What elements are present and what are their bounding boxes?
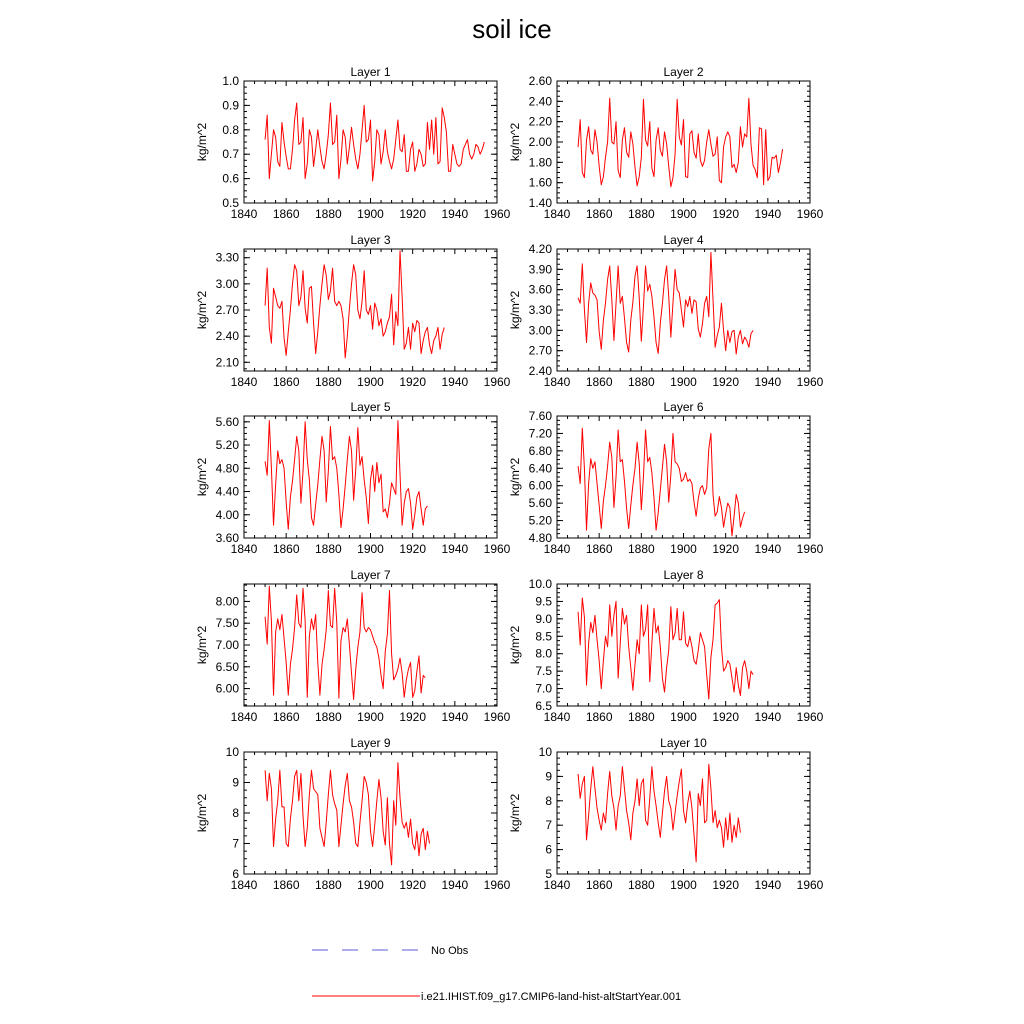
panel-7-ytick-label: 8.00: [215, 594, 239, 609]
panel-2-ytick-label: 1.40: [528, 196, 552, 210]
panel-7-xtick-label: 1960: [483, 710, 511, 724]
panel-1-frame: [244, 81, 497, 203]
panel-5-ytick-label: 4.80: [215, 461, 239, 476]
panel-6-xtick-label: 1880: [627, 542, 655, 556]
panel-7-frame: [244, 584, 497, 706]
panel-10-ytick-label: 7: [545, 818, 552, 833]
panel-10-ylabel: kg/m^2: [508, 793, 522, 833]
panel-8-series-line: [578, 598, 753, 699]
panel-2-ytick-label: 1.80: [528, 155, 552, 170]
panel-4-ytick-label: 2.70: [528, 343, 552, 358]
panel-5-ytick-label: 4.00: [215, 507, 239, 522]
panel-1-xtick-label: 1840: [230, 207, 258, 221]
panel-1-xtick-label: 1920: [399, 207, 427, 221]
panel-5-xtick-label: 1940: [441, 542, 469, 556]
panel-3-ytick-label: 2.40: [215, 329, 239, 344]
panel-3-xtick-label: 1960: [483, 375, 511, 389]
legend-obs-label: No Obs: [431, 945, 469, 957]
panel-5-xtick-label: 1840: [230, 542, 258, 556]
panel-8-xtick-label: 1940: [754, 710, 782, 724]
panel-7-xtick-label: 1840: [230, 710, 258, 724]
panel-3-title: Layer 3: [350, 233, 391, 247]
panel-2-ytick-label: 2.00: [528, 135, 552, 149]
panel-9-xtick-label: 1900: [357, 878, 384, 892]
panel-6-ytick-label: 6.00: [528, 478, 552, 493]
panel-5-xtick-label: 1900: [357, 542, 384, 556]
panel-3-xtick-label: 1920: [399, 375, 427, 389]
panel-5-title: Layer 5: [350, 400, 391, 414]
panel-9-xtick-label: 1860: [272, 878, 300, 892]
panel-6-xtick-label: 1840: [543, 542, 571, 556]
panel-2-frame: [557, 81, 810, 203]
panel-8-ytick-label: 8.0: [535, 646, 552, 661]
panel-10-ytick-label: 6: [545, 842, 552, 857]
panel-4-ytick-label: 2.40: [528, 364, 552, 378]
panel-2-xtick-label: 1940: [754, 207, 782, 221]
panel-5-xtick-label: 1960: [483, 542, 511, 556]
panel-2-xtick-label: 1920: [712, 207, 740, 221]
panel-10-title: Layer 10: [660, 736, 707, 750]
panel-8-ytick-label: 7.0: [535, 681, 552, 696]
panel-5-series-line: [265, 421, 427, 530]
panel-9-series-line: [265, 763, 429, 865]
panel-1-ytick-label: 0.7: [222, 147, 239, 162]
panel-10-xtick-label: 1960: [796, 878, 824, 892]
panel-9-xtick-label: 1920: [399, 878, 427, 892]
panel-1-xtick-label: 1900: [357, 207, 384, 221]
panel-6-series-line: [578, 428, 745, 536]
panel-8-xtick-label: 1860: [585, 710, 613, 724]
panel-10-xtick-label: 1920: [712, 878, 740, 892]
panel-4-ytick-label: 3.60: [528, 282, 552, 297]
panel-3-ylabel: kg/m^2: [195, 290, 209, 330]
panel-3-xtick-label: 1900: [357, 375, 384, 389]
panel-5-ylabel: kg/m^2: [195, 457, 209, 497]
panel-10-ytick-label: 10: [538, 745, 552, 759]
panel-1-xtick-label: 1960: [483, 207, 511, 221]
panel-3-ytick-label: 3.30: [215, 250, 239, 265]
panel-7-xtick-label: 1920: [399, 710, 427, 724]
panel-7-title: Layer 7: [350, 568, 391, 582]
panel-9-ytick-label: 7: [232, 836, 239, 851]
panel-1-ytick-label: 0.5: [222, 196, 239, 210]
panel-4-xtick-label: 1880: [627, 375, 655, 389]
panel-9-ylabel: kg/m^2: [195, 793, 209, 833]
panel-9-xtick-label: 1960: [483, 878, 511, 892]
panel-9-ytick-label: 6: [232, 867, 239, 881]
panel-10-ytick-label: 9: [545, 769, 552, 784]
panel-9-xtick-label: 1880: [314, 878, 342, 892]
panel-3-xtick-label: 1840: [230, 375, 258, 389]
panel-4-ytick-label: 4.20: [528, 242, 552, 256]
panel-6-xtick-label: 1900: [670, 542, 697, 556]
panel-3-series-line: [265, 251, 444, 358]
panel-2-ytick-label: 2.40: [528, 94, 552, 109]
panel-8-title: Layer 8: [663, 568, 704, 582]
panel-6-ytick-label: 7.60: [528, 409, 552, 423]
panel-4-xtick-label: 1920: [712, 375, 740, 389]
panel-1-ytick-label: 0.9: [222, 98, 239, 113]
panel-8-xtick-label: 1840: [543, 710, 571, 724]
panel-10-xtick-label: 1900: [670, 878, 697, 892]
panel-1-series-line: [265, 103, 484, 181]
panel-9-xtick-label: 1940: [441, 878, 469, 892]
panel-2-series-line: [578, 98, 783, 186]
panel-4-xtick-label: 1860: [585, 375, 613, 389]
panel-5-xtick-label: 1880: [314, 542, 342, 556]
panel-7-xtick-label: 1900: [357, 710, 384, 724]
panel-9-ytick-label: 10: [225, 745, 239, 759]
panel-1-xtick-label: 1940: [441, 207, 469, 221]
panel-9-ytick-label: 8: [232, 806, 239, 820]
panel-6-xtick-label: 1860: [585, 542, 613, 556]
panel-8-ylabel: kg/m^2: [508, 625, 522, 665]
legend-model-label: i.e21.IHIST.f09_g17.CMIP6-land-hist-altStartYear.001: [421, 991, 682, 1003]
panel-6-title: Layer 6: [663, 400, 704, 414]
panel-4-frame: [557, 249, 810, 371]
panel-10-xtick-label: 1840: [543, 878, 571, 892]
panel-8-ytick-label: 9.5: [535, 594, 552, 609]
panel-4-xtick-label: 1900: [670, 375, 697, 389]
panel-10-ytick-label: 5: [545, 867, 552, 881]
panel-4-ytick-label: 3.30: [528, 303, 552, 317]
panel-9-frame: [244, 752, 497, 874]
panel-2-xtick-label: 1860: [585, 207, 613, 221]
panel-4-ytick-label: 3.00: [528, 323, 552, 338]
panel-8-xtick-label: 1920: [712, 710, 740, 724]
panel-1-ytick-label: 1.0: [222, 74, 239, 88]
panel-2-ytick-label: 2.60: [528, 74, 552, 88]
panel-1-title: Layer 1: [350, 65, 391, 79]
panel-6-frame: [557, 416, 810, 538]
panel-8-xtick-label: 1960: [796, 710, 824, 724]
panel-6-ytick-label: 6.40: [528, 461, 552, 476]
panel-2-xtick-label: 1900: [670, 207, 697, 221]
panel-4-xtick-label: 1940: [754, 375, 782, 389]
panel-1-ytick-label: 0.8: [222, 122, 239, 137]
panel-6-ytick-label: 7.20: [528, 426, 552, 441]
panel-1-xtick-label: 1860: [272, 207, 300, 221]
panel-7-series-line: [265, 586, 425, 699]
panel-6-xtick-label: 1940: [754, 542, 782, 556]
panel-9-ytick-label: 9: [232, 775, 239, 790]
panel-3-ytick-label: 2.10: [215, 355, 239, 370]
panel-6-ylabel: kg/m^2: [508, 457, 522, 497]
panel-4-xtick-label: 1840: [543, 375, 571, 389]
panel-10-ytick-label: 8: [545, 793, 552, 808]
panel-6-ytick-label: 4.80: [528, 531, 552, 545]
panel-2-title: Layer 2: [663, 65, 704, 79]
panel-4-series-line: [578, 252, 753, 354]
panel-4-xtick-label: 1960: [796, 375, 824, 389]
panel-8-ytick-label: 10.0: [528, 577, 552, 591]
panel-8-ytick-label: 6.5: [535, 699, 552, 713]
panel-7-ytick-label: 7.50: [215, 616, 239, 631]
panel-8-xtick-label: 1880: [627, 710, 655, 724]
panel-8-ytick-label: 8.5: [535, 629, 552, 644]
panel-7-xtick-label: 1880: [314, 710, 342, 724]
panel-7-xtick-label: 1940: [441, 710, 469, 724]
panel-2-ytick-label: 1.60: [528, 175, 552, 190]
panel-6-xtick-label: 1960: [796, 542, 824, 556]
panel-3-xtick-label: 1860: [272, 375, 300, 389]
panel-1-ytick-label: 0.6: [222, 171, 239, 186]
panel-10-xtick-label: 1860: [585, 878, 613, 892]
panel-2-xtick-label: 1840: [543, 207, 571, 221]
panel-5-ytick-label: 4.40: [215, 484, 239, 499]
panel-10-series-line: [578, 764, 740, 862]
panel-7-ytick-label: 7.00: [215, 638, 239, 652]
panel-6-xtick-label: 1920: [712, 542, 740, 556]
panel-9-xtick-label: 1840: [230, 878, 258, 892]
panel-6-ytick-label: 5.60: [528, 496, 552, 511]
panel-4-ytick-label: 3.90: [528, 262, 552, 277]
panel-10-xtick-label: 1880: [627, 878, 655, 892]
panel-8-ytick-label: 7.5: [535, 664, 552, 679]
panel-5-xtick-label: 1860: [272, 542, 300, 556]
panel-5-ytick-label: 5.20: [215, 438, 239, 453]
panel-8-xtick-label: 1900: [670, 710, 697, 724]
panel-3-ytick-label: 2.70: [215, 303, 239, 317]
panel-1-ylabel: kg/m^2: [195, 122, 209, 162]
panel-4-ylabel: kg/m^2: [508, 290, 522, 330]
panel-3-ytick-label: 3.00: [215, 276, 239, 291]
panel-2-ylabel: kg/m^2: [508, 122, 522, 162]
panel-6-ytick-label: 6.80: [528, 443, 552, 458]
panel-10-xtick-label: 1940: [754, 878, 782, 892]
panel-3-xtick-label: 1940: [441, 375, 469, 389]
panel-2-xtick-label: 1960: [796, 207, 824, 221]
panel-5-ytick-label: 3.60: [215, 531, 239, 545]
figure-title: soil ice: [472, 14, 552, 44]
panel-2-ytick-label: 2.20: [528, 114, 552, 129]
panel-1-xtick-label: 1880: [314, 207, 342, 221]
panel-5-ytick-label: 5.60: [215, 414, 239, 429]
panel-7-ylabel: kg/m^2: [195, 625, 209, 665]
panel-2-xtick-label: 1880: [627, 207, 655, 221]
panel-7-ytick-label: 6.50: [215, 659, 239, 674]
panel-5-xtick-label: 1920: [399, 542, 427, 556]
panel-6-ytick-label: 5.20: [528, 513, 552, 528]
panel-8-frame: [557, 584, 810, 706]
panel-9-title: Layer 9: [350, 736, 391, 750]
panel-8-ytick-label: 9.0: [535, 611, 552, 626]
panel-3-xtick-label: 1880: [314, 375, 342, 389]
panel-4-title: Layer 4: [663, 233, 704, 247]
panel-7-ytick-label: 6.00: [215, 681, 239, 696]
panel-7-xtick-label: 1860: [272, 710, 300, 724]
